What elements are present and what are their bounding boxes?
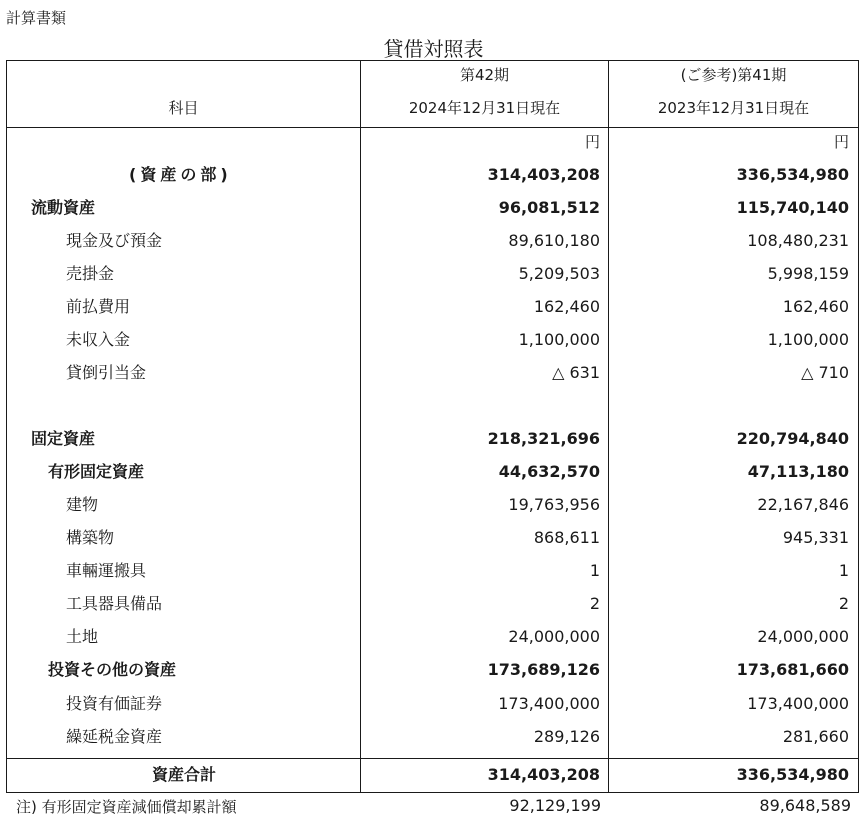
row-current-value: 314,403,208 [487,165,600,184]
row-prior-value: 336,534,980 [736,165,849,184]
table-row [7,653,858,686]
row-prior-value: 1 [838,561,849,580]
row-prior-value: 1,100,000 [767,330,849,349]
total-current-value: 314,403,208 [487,765,600,784]
row-prior-value: 22,167,846 [757,495,849,514]
row-current-value: 5,209,503 [518,264,600,283]
row-label: 工具器具備品 [66,594,163,613]
table-row [7,290,858,323]
row-prior-value: 5,998,159 [767,264,849,283]
row-label: 建物 [66,495,99,514]
header-prior-period: (ご参考)第41期 [680,66,787,84]
row-label: 土地 [66,627,99,646]
table-row [7,687,858,720]
row-label: 繰延税金資産 [66,727,163,746]
table-row [7,720,858,753]
row-current-value: 24,000,000 [508,627,600,646]
total-label: 資産合計 [151,765,216,784]
row-label: 流動資産 [31,198,96,217]
row-current-value: 162,460 [533,297,600,316]
row-label: (資産の部) [129,165,232,184]
row-prior-value: △ 710 [801,363,849,382]
header-current-period: 第42期 [459,66,510,84]
row-label: 貸倒引当金 [66,363,147,382]
row-current-value: 173,400,000 [498,694,600,713]
row-label: 有形固定資産 [48,462,145,481]
footnote-prior-value: 89,648,589 [759,796,851,815]
row-label: 前払費用 [66,297,131,316]
table-row [7,620,858,653]
table-row [7,587,858,620]
row-prior-value: 115,740,140 [736,198,849,217]
row-label: 未収入金 [66,330,131,349]
table-row [7,158,858,191]
footnote-current-value: 92,129,199 [509,796,601,815]
row-current-value: 1,100,000 [518,330,600,349]
row-prior-value: 281,660 [782,727,849,746]
header-prior-date: 2023年12月31日現在 [657,99,810,117]
table-row [7,422,858,455]
row-label: 売掛金 [66,264,115,283]
row-current-value: 19,763,956 [508,495,600,514]
row-label: 投資有価証券 [66,694,163,713]
row-prior-value: 162,460 [782,297,849,316]
unit-prior: 円 [833,133,849,151]
unit-current: 円 [584,133,600,151]
footnote [0,793,867,819]
row-prior-value: 108,480,231 [747,231,849,250]
total-row [7,758,858,791]
row-label: 車輛運搬具 [66,561,147,580]
row-current-value: 1 [589,561,600,580]
table-row [7,356,858,389]
document-title: 貸借対照表 [383,37,484,61]
balance-sheet-table [6,60,859,793]
header-current-date: 2024年12月31日現在 [408,99,561,117]
row-prior-value: 173,681,660 [736,660,849,679]
row-label: 投資その他の資産 [48,660,177,679]
row-label: 構築物 [66,528,115,547]
row-prior-value: 945,331 [782,528,849,547]
table-row [7,323,858,356]
row-current-value: 44,632,570 [498,462,600,481]
total-prior-value: 336,534,980 [736,765,849,784]
header-divider [7,127,858,128]
table-row [7,488,858,521]
table-row [7,455,858,488]
table-row [7,521,858,554]
row-current-value: 2 [589,594,600,613]
row-label: 固定資産 [31,429,96,448]
row-current-value: 868,611 [533,528,600,547]
row-prior-value: 2 [838,594,849,613]
row-prior-value: 173,400,000 [747,694,849,713]
row-current-value: 289,126 [533,727,600,746]
row-prior-value: 220,794,840 [736,429,849,448]
row-prior-value: 47,113,180 [747,462,849,481]
row-current-value: 173,689,126 [487,660,600,679]
footnote-label: 注) 有形固定資産減価償却累計額 [16,798,237,816]
header-item: 科目 [168,99,199,117]
row-label: 現金及び預金 [66,231,163,250]
row-current-value: △ 631 [552,363,600,382]
table-row [7,554,858,587]
section-label: 計算書類 [6,9,67,27]
table-row [7,191,858,224]
row-current-value: 218,321,696 [487,429,600,448]
row-prior-value: 24,000,000 [757,627,849,646]
table-row [7,224,858,257]
row-current-value: 96,081,512 [498,198,600,217]
row-current-value: 89,610,180 [508,231,600,250]
table-row [7,257,858,290]
